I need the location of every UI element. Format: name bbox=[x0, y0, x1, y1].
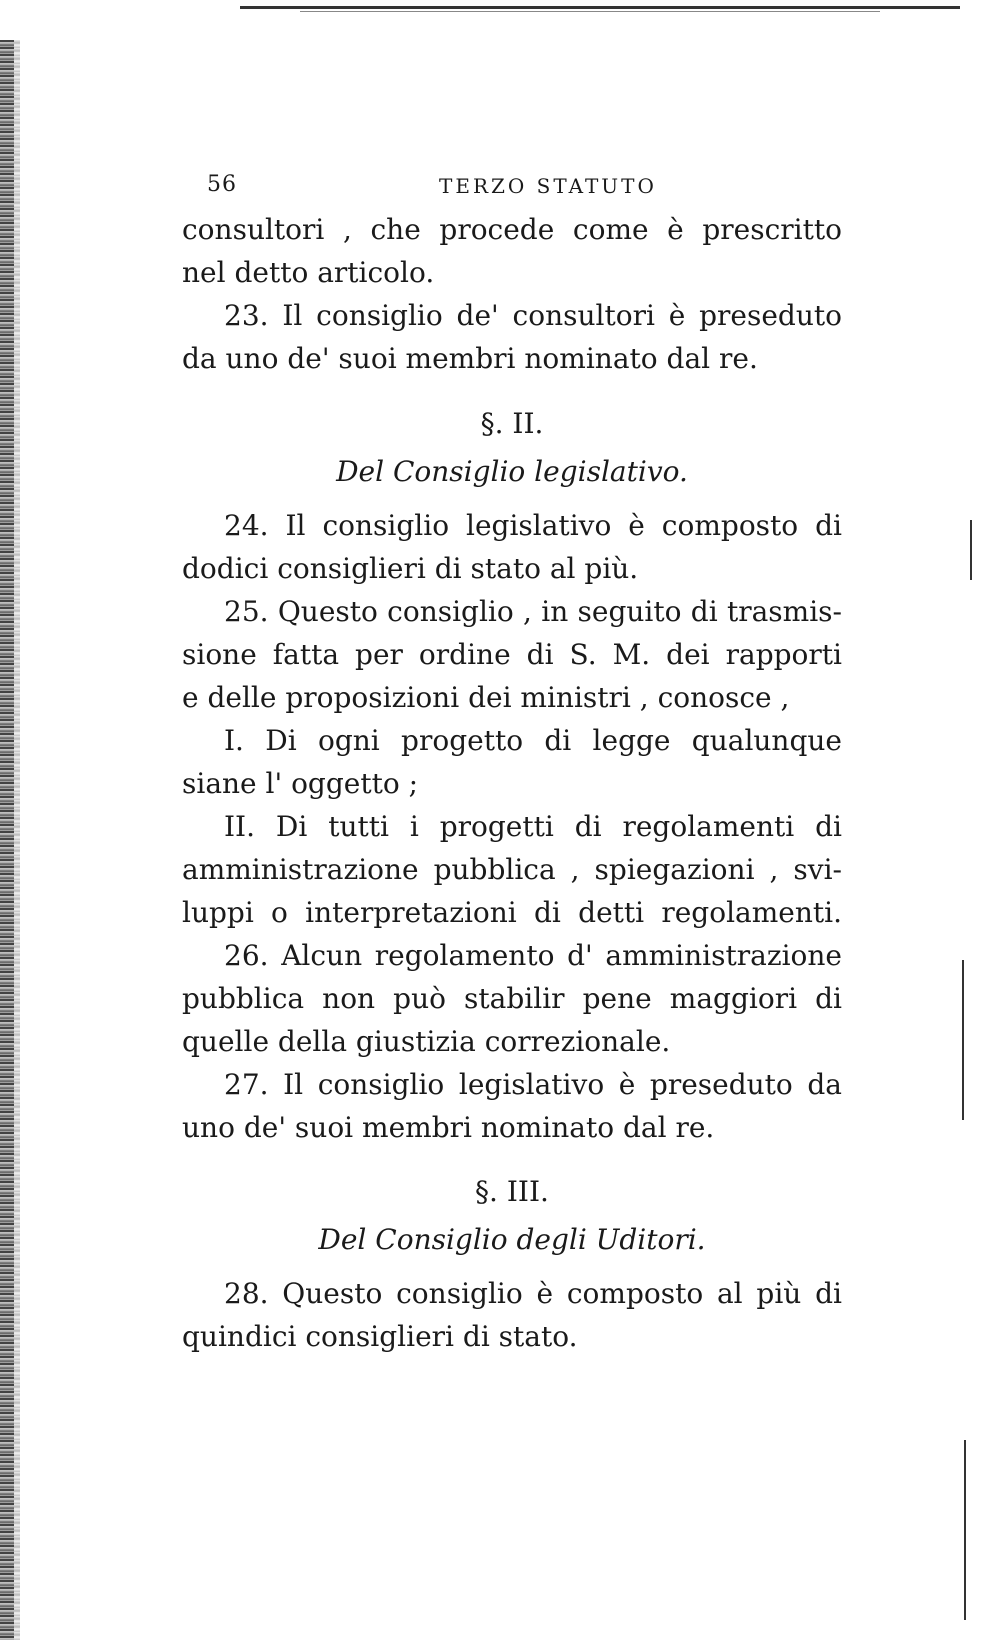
section-title: Del Consiglio degli Uditori. bbox=[318, 1223, 706, 1256]
text-line: siane l' oggetto ; bbox=[182, 767, 419, 800]
text-line: nel detto articolo. bbox=[182, 256, 435, 289]
page-number: 56 bbox=[207, 172, 237, 197]
text-line: e delle proposizioni dei ministri , conosce , bbox=[182, 681, 790, 714]
text-line: luppi o interpretazioni di detti regolamenti. bbox=[182, 896, 842, 929]
text-line: quindici consiglieri di stato. bbox=[182, 1320, 578, 1353]
article-26: 26. Alcun regolamento d' amministrazione bbox=[224, 939, 842, 972]
page-header bbox=[207, 172, 847, 202]
text-line: amministrazione pubblica , spiegazioni , svi- bbox=[182, 853, 842, 886]
scan-top-edge-thin bbox=[300, 11, 880, 12]
text-line: da uno de' suoi membri nominato dal re. bbox=[182, 342, 758, 375]
scan-top-edge bbox=[240, 6, 960, 9]
text-line: consultori , che procede come è prescritto bbox=[182, 213, 842, 246]
article-25: 25. Questo consiglio , in seguito di trasmis- bbox=[224, 595, 842, 628]
article-23: 23. Il consiglio de' consultori è preseduto bbox=[224, 299, 842, 332]
text-line: dodici consiglieri di stato al più. bbox=[182, 552, 639, 585]
scan-binding-shadow bbox=[14, 40, 20, 1640]
article-24: 24. Il consiglio legislativo è composto di bbox=[224, 509, 842, 542]
text-line: II. Di tutti i progetti di regolamenti di bbox=[224, 810, 842, 843]
scan-binding-edge bbox=[0, 40, 14, 1640]
text-line: pubblica non può stabilir pene maggiori di bbox=[182, 982, 842, 1015]
text-line: sione fatta per ordine di S. M. dei rapporti bbox=[182, 638, 842, 671]
scan-right-mark bbox=[970, 520, 972, 580]
section-heading: §. III. bbox=[475, 1175, 549, 1208]
article-27: 27. Il consiglio legislativo è preseduto da bbox=[224, 1068, 842, 1101]
text-line: I. Di ogni progetto di legge qualunque bbox=[224, 724, 842, 757]
scan-right-mark bbox=[964, 1440, 966, 1620]
text-line: uno de' suoi membri nominato dal re. bbox=[182, 1111, 715, 1144]
text-line: quelle della giustizia correzionale. bbox=[182, 1025, 671, 1058]
scan-right-mark bbox=[962, 960, 964, 1120]
article-28: 28. Questo consiglio è composto al più di bbox=[224, 1277, 842, 1310]
section-heading: §. II. bbox=[480, 407, 544, 440]
section-title: Del Consiglio legislativo. bbox=[336, 455, 688, 488]
running-title: TERZO STATUTO bbox=[439, 174, 657, 198]
